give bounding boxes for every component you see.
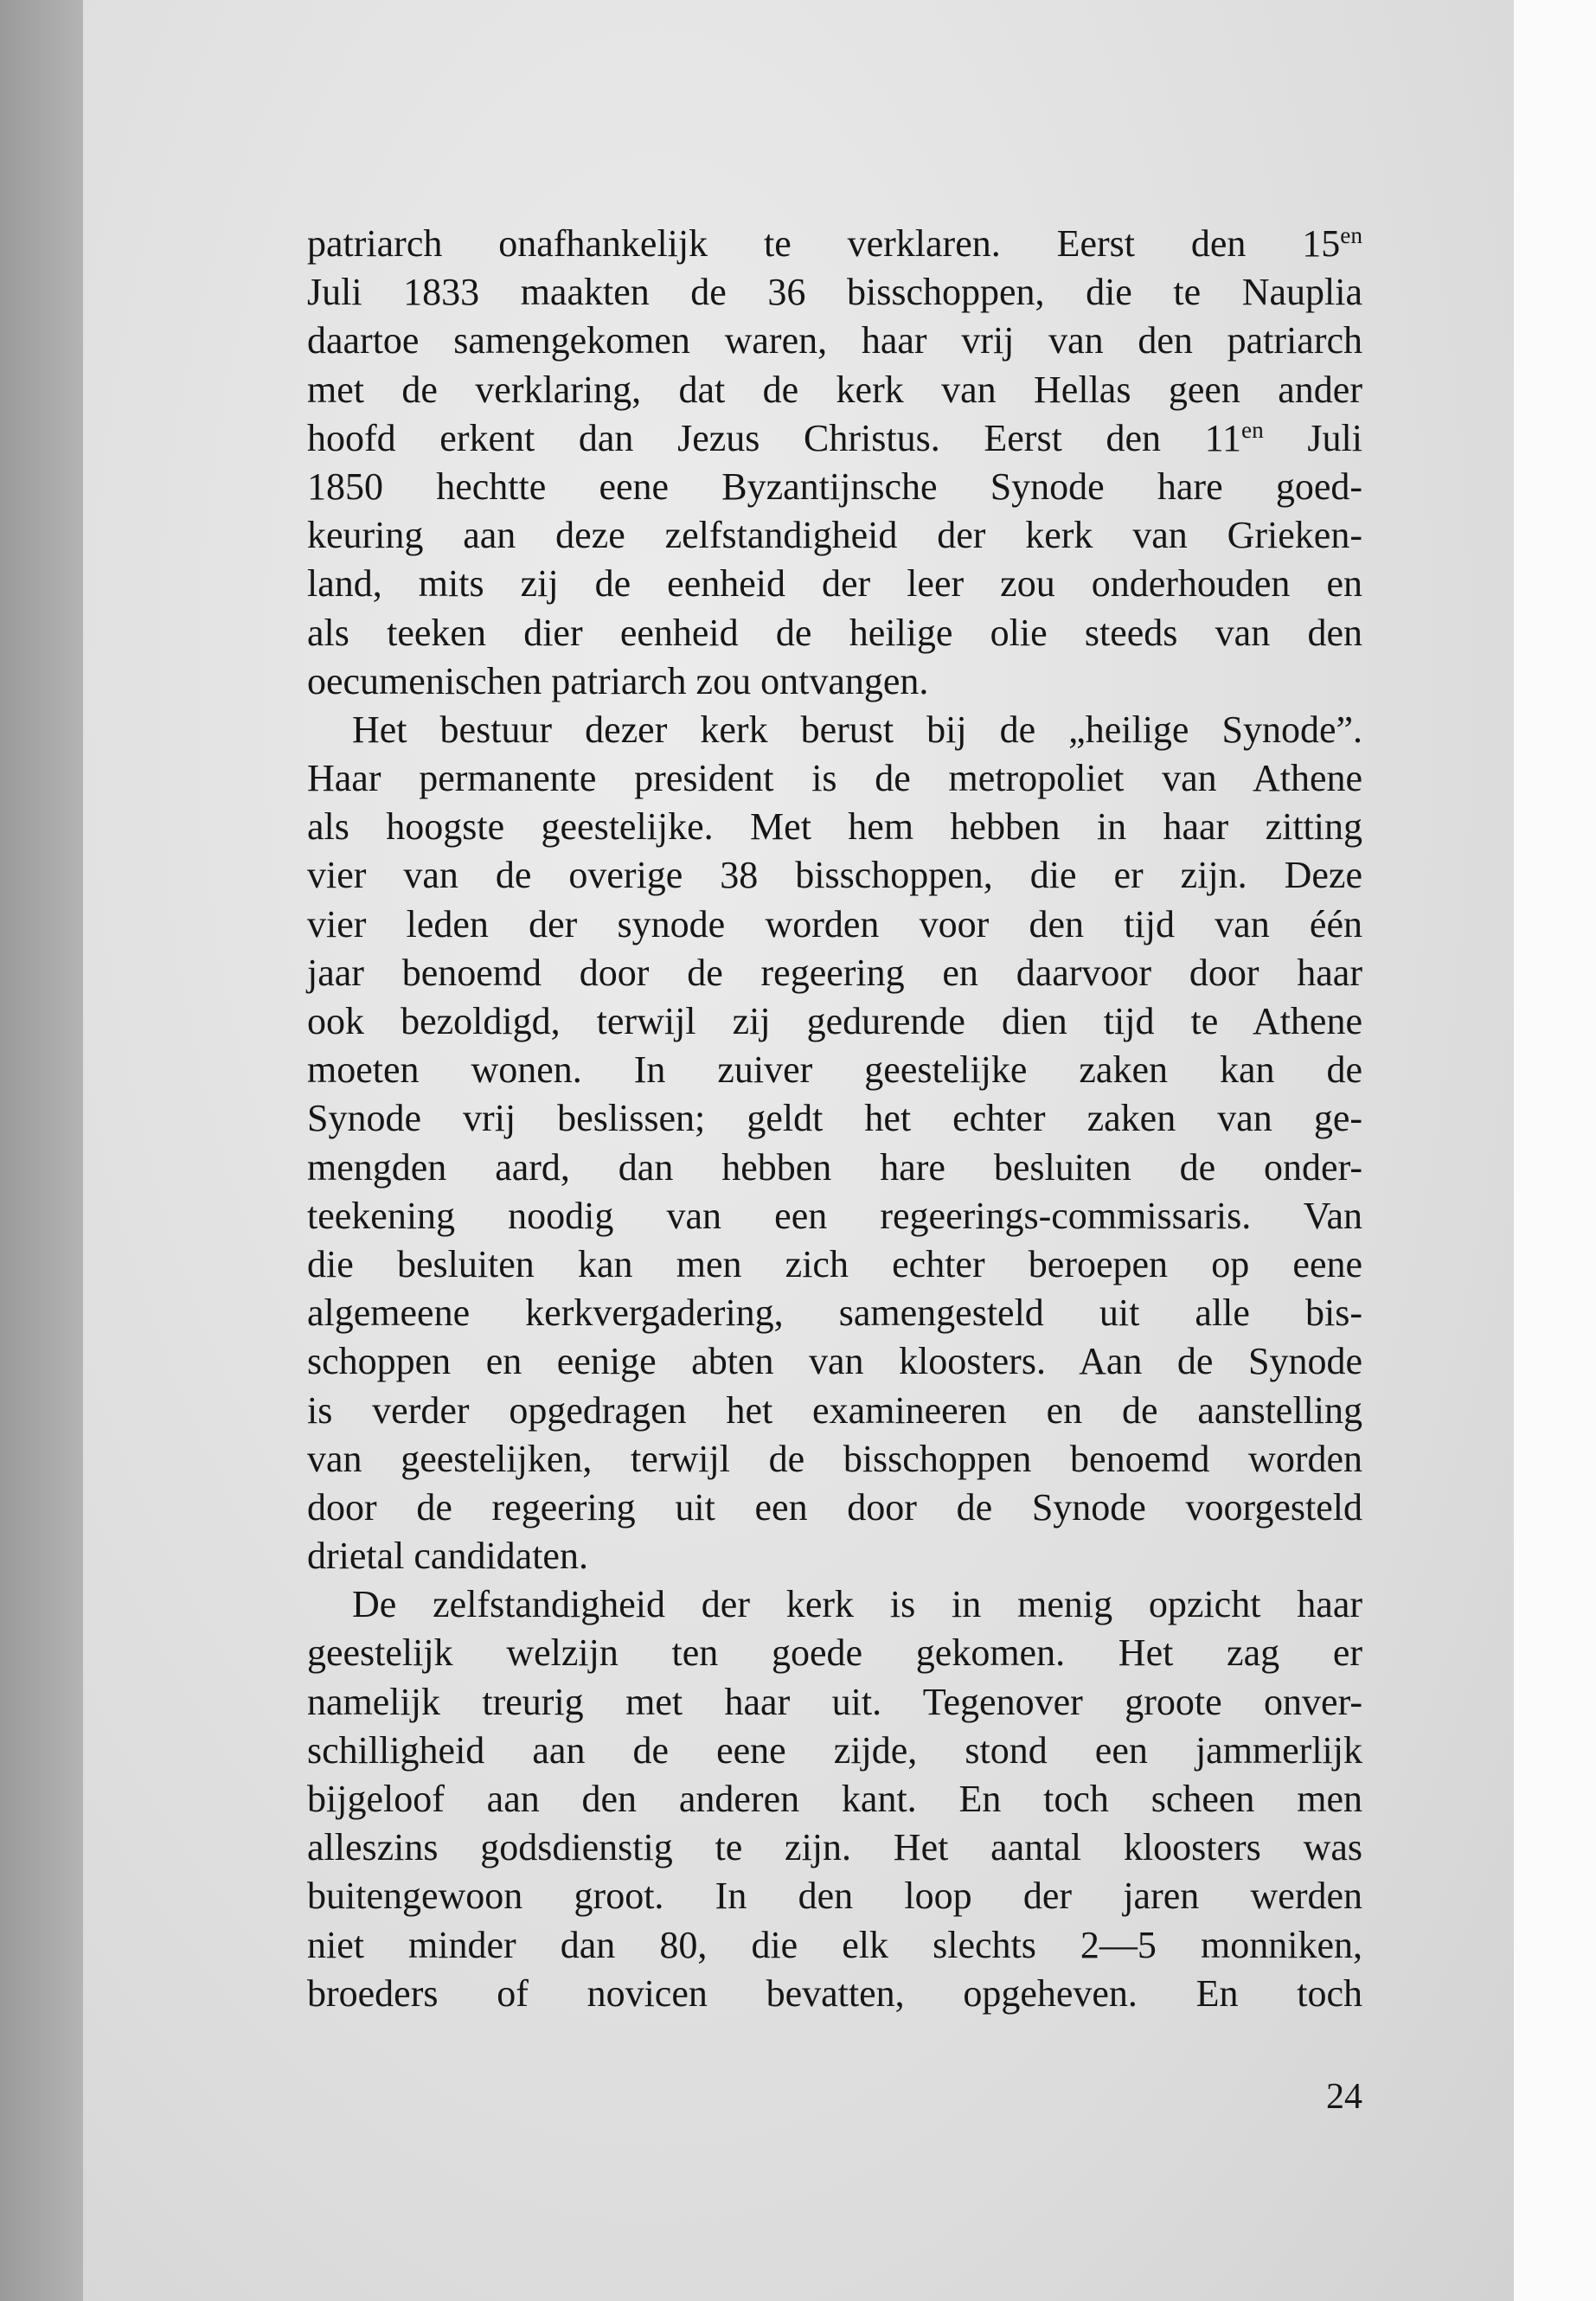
text-line xyxy=(307,997,1362,1046)
line-text: algemeene kerkvergadering, samengesteld uit alle bis- xyxy=(307,1292,1362,1335)
line-text: land, mits zij de eenheid der leer zou onderhouden en xyxy=(307,562,1362,606)
scan-margin xyxy=(0,0,83,2301)
line-text: is verder opgedragen het examineeren en de aanstelling xyxy=(307,1388,1362,1432)
line-text: namelijk treurig met haar uit. Tegenover groote onver- xyxy=(307,1680,1362,1723)
text-line xyxy=(307,1289,1362,1337)
text-line xyxy=(307,1337,1362,1386)
line-text: door de regeering uit een door de Synode voorgesteld xyxy=(307,1485,1362,1529)
line-text: mengden aard, dan hebben hare besluiten de onder- xyxy=(307,1145,1362,1189)
text-line xyxy=(307,1484,1362,1532)
text-line xyxy=(307,366,1362,414)
line-text: vier leden der synode worden voor den tijd van één xyxy=(307,902,1362,945)
line-text: moeten wonen. In zuiver geestelijke zaken kan de xyxy=(307,1048,1362,1092)
line-text: keuring aan deze zelfstandigheid der kerk van Grieken- xyxy=(307,514,1362,557)
line-text: alleszins godsdienstig te zijn. Het aantal kloosters was xyxy=(307,1826,1362,1869)
line-text: als teeken dier eenheid de heilige olie steeds van den xyxy=(307,611,1362,654)
text-line xyxy=(307,1240,1362,1289)
line-text: van geestelijken, terwijl de bisschoppen benoemd worden xyxy=(307,1437,1362,1480)
text-line xyxy=(307,1678,1362,1727)
line-text: ook bezoldigd, terwijl zij gedurende dien tijd te Athene xyxy=(307,1000,1362,1042)
text-line xyxy=(307,851,1362,900)
line-text: 1850 hechtte eene Byzantijnsche Synode hare goed- xyxy=(307,465,1362,508)
line-text: Synode vrij beslissen; geldt het echter zaken van ge- xyxy=(307,1097,1362,1140)
line-text: Haar permanente president is de metropoliet van Athene xyxy=(307,757,1362,800)
text-line xyxy=(307,901,1362,949)
text-line xyxy=(307,511,1362,560)
line-text: Juli 1833 maakten de 36 bisschoppen, die te Nauplia xyxy=(307,271,1362,314)
line-text: geestelijk welzijn ten goede gekomen. Het zag er xyxy=(307,1631,1362,1675)
text-line xyxy=(307,414,1362,463)
text-line xyxy=(307,949,1362,997)
text-line xyxy=(307,1727,1362,1775)
body-text xyxy=(307,220,1362,2018)
line-text: Het bestuur dezer kerk berust bij de „heilige Synode”. xyxy=(352,708,1362,751)
text-line xyxy=(307,268,1362,317)
line-text: die besluiten kan men zich echter beroepen op eene xyxy=(307,1242,1362,1285)
text-line xyxy=(307,803,1362,851)
superscript: en xyxy=(1340,222,1362,248)
text-line xyxy=(307,1046,1362,1094)
text-line xyxy=(307,754,1362,803)
text-line xyxy=(307,657,1362,706)
text-line xyxy=(307,1387,1362,1435)
line-text: jaar benoemd door de regeering en daarvoor door haar xyxy=(307,951,1362,994)
text-line xyxy=(307,560,1362,608)
line-text: buitengewoon groot. In den loop der jaren werden xyxy=(307,1875,1362,1918)
line-text: drietal candidaten. xyxy=(307,1535,588,1578)
line-text: patriarch onafhankelijk te verklaren. Eerst den 15 xyxy=(307,222,1341,265)
line-text: schilligheid aan de eene zijde, stond een jammerlijk xyxy=(307,1728,1362,1772)
text-line xyxy=(307,1094,1362,1143)
page-number: 24 xyxy=(1326,2077,1362,2117)
text-line xyxy=(307,220,1362,268)
line-text: oecumenischen patriarch zou ontvangen. xyxy=(307,659,929,702)
line-text: bijgeloof aan den anderen kant. En toch scheen men xyxy=(307,1778,1362,1820)
text-line xyxy=(307,463,1362,511)
line-text: niet minder dan 80, die elk slechts 2—5 monniken, xyxy=(307,1923,1362,1966)
line-text: broeders of novicen bevatten, opgeheven. En toch xyxy=(307,1971,1362,2015)
text-line xyxy=(307,1629,1362,1677)
text-line xyxy=(307,1580,1362,1629)
superscript: en xyxy=(1241,416,1264,443)
line-text: als hoogste geestelijke. Met hem hebben in haar zitting xyxy=(307,805,1362,849)
line-text: daartoe samengekomen waren, haar vrij van den patriarch xyxy=(307,319,1362,362)
text-line xyxy=(307,1921,1362,1970)
text-line xyxy=(307,1775,1362,1823)
text-line xyxy=(307,1532,1362,1580)
text-line xyxy=(307,317,1362,365)
text-line xyxy=(307,1970,1362,2018)
text-line xyxy=(307,609,1362,657)
text-line xyxy=(307,706,1362,754)
text-line xyxy=(307,1872,1362,1920)
line-text: De zelfstandigheid der kerk is in menig opzicht haar xyxy=(352,1583,1362,1626)
text-line xyxy=(307,1144,1362,1192)
text-line xyxy=(307,1192,1362,1240)
line-text: hoofd erkent dan Jezus Christus. Eerst den 11 xyxy=(307,416,1242,459)
text-line xyxy=(307,1435,1362,1484)
line-text: teekening noodig van een regeerings-commissaris. Van xyxy=(307,1194,1362,1237)
line-text: vier van de overige 38 bisschoppen, die er zijn. Deze xyxy=(307,854,1362,897)
text-line xyxy=(307,1823,1362,1872)
line-text: schoppen en eenige abten van kloosters. Aan de Synode xyxy=(307,1340,1362,1383)
line-text: met de verklaring, dat de kerk van Hellas geen ander xyxy=(307,368,1362,411)
line-text: Juli xyxy=(1263,416,1362,459)
